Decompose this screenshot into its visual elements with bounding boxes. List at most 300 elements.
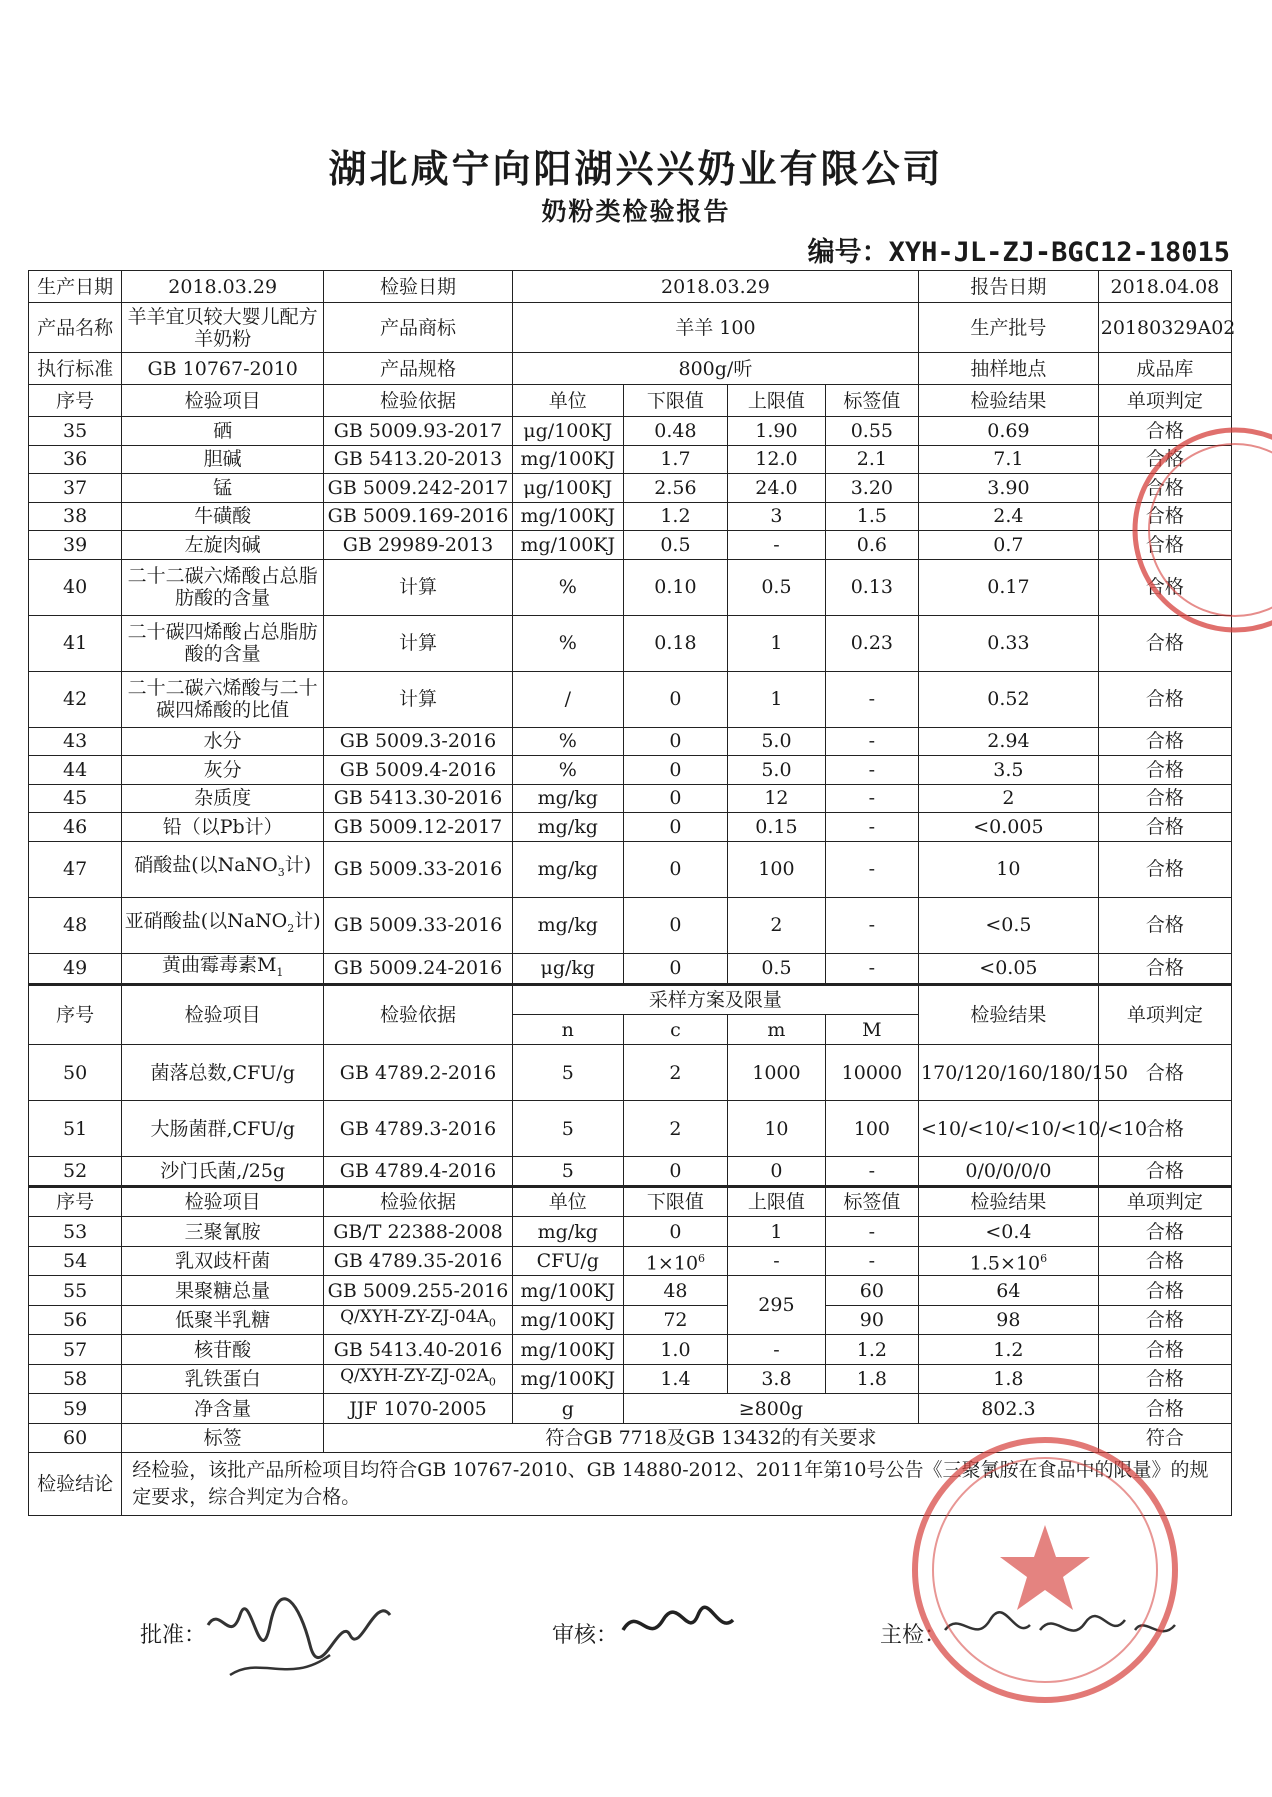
table-cell: 3.20 [825, 474, 918, 503]
conclusion-label: 检验结论 [29, 1453, 122, 1516]
table-row [29, 1045, 1232, 1101]
info-row [29, 271, 1232, 303]
inspection-table [28, 270, 1236, 1516]
table-cell: 牛磺酸 [122, 502, 324, 531]
table-cell: 合格 [1098, 1217, 1231, 1247]
table-cell: 0.13 [825, 559, 918, 615]
table-cell: 0 [623, 953, 727, 985]
table-cell: 果聚糖总量 [122, 1276, 324, 1306]
sample-place: 成品库 [1098, 353, 1231, 385]
table-row [29, 784, 1232, 813]
sample-place-label: 抽样地点 [919, 353, 1099, 385]
table-row [29, 1423, 1232, 1453]
standard-label: 执行标准 [29, 353, 122, 385]
table-cell: 36 [29, 445, 122, 474]
table-cell: GB 5009.3-2016 [324, 727, 513, 756]
table-cell: 1.8 [919, 1364, 1099, 1394]
table-cell: 58 [29, 1364, 122, 1394]
table-cell: 乳双歧杆菌 [122, 1246, 324, 1276]
table-cell: 铅（以Pb计） [122, 813, 324, 842]
table-cell: 黄曲霉毒素$M_1$ [122, 953, 324, 985]
table-cell: - [825, 1246, 918, 1276]
table-cell: 合格 [1098, 531, 1231, 560]
table-cell: 5.0 [728, 727, 826, 756]
column-header: 单位 [512, 385, 623, 417]
table-cell: 0.18 [623, 615, 727, 671]
table-row [29, 1335, 1232, 1365]
table-cell: 5 [512, 1045, 623, 1101]
table-cell: 10000 [825, 1045, 918, 1101]
table-cell: 0.5 [728, 953, 826, 985]
inspector-signatures [940, 1605, 1180, 1650]
table-cell: % [512, 615, 623, 671]
table-cell: g [512, 1394, 623, 1424]
table-cell: 0 [623, 813, 727, 842]
table-cell: mg/100KJ [512, 445, 623, 474]
table-cell: 0 [623, 1217, 727, 1247]
table-cell: 1.2 [919, 1335, 1099, 1365]
table-cell: 符合 [1098, 1423, 1231, 1453]
column-header: 标签值 [825, 385, 918, 417]
table-cell: 三聚氰胺 [122, 1217, 324, 1247]
table-cell: GB 5413.40-2016 [324, 1335, 513, 1365]
column-header: 检验项目 [122, 1187, 324, 1217]
table-row [29, 559, 1232, 615]
table-cell: 硝酸盐(以NaNO$_3$计) [122, 841, 324, 897]
table-cell: $1.5\times 10^6$ [919, 1246, 1099, 1276]
table-cell: 沙门氏菌,/25g [122, 1157, 324, 1187]
table-cell: 合格 [1098, 615, 1231, 671]
table-cell: mg/100KJ [512, 1364, 623, 1394]
table-cell: 24.0 [728, 474, 826, 503]
table-cell: 53 [29, 1217, 122, 1247]
table-cell: 1.8 [825, 1364, 918, 1394]
table-cell: 50 [29, 1045, 122, 1101]
table-row [29, 1246, 1232, 1276]
table-cell: 0.5 [728, 559, 826, 615]
table-cell: 硒 [122, 417, 324, 446]
table-cell: 59 [29, 1394, 122, 1424]
table-cell: 2.4 [919, 502, 1099, 531]
table-cell: 合格 [1098, 1246, 1231, 1276]
table-cell: 0.15 [728, 813, 826, 842]
table-cell: 1 [728, 1217, 826, 1247]
table-cell: 1 [728, 671, 826, 727]
table-cell: 41 [29, 615, 122, 671]
table-cell: 合格 [1098, 1364, 1231, 1394]
table-cell: 合格 [1098, 417, 1231, 446]
table-cell: 5 [512, 1101, 623, 1157]
table-cell: - [825, 813, 918, 842]
table-cell: 计算 [324, 615, 513, 671]
table-cell: 54 [29, 1246, 122, 1276]
table-row [29, 756, 1232, 785]
table-cell: 合格 [1098, 1045, 1231, 1101]
table-cell: GB 5009.33-2016 [324, 897, 513, 953]
table-cell: mg/kg [512, 813, 623, 842]
table-cell: GB 5009.4-2016 [324, 756, 513, 785]
table-row [29, 474, 1232, 503]
table-cell: 0.52 [919, 671, 1099, 727]
table-cell: 符合GB 7718及GB 13432的有关要求 [324, 1423, 1099, 1453]
table-cell: 98 [919, 1305, 1099, 1335]
table-cell: 1.5 [825, 502, 918, 531]
table-cell: - [825, 1157, 918, 1187]
table-cell: - [728, 531, 826, 560]
table-cell: <0.5 [919, 897, 1099, 953]
table-cell: mg/100KJ [512, 1276, 623, 1306]
table-cell: 45 [29, 784, 122, 813]
info-row [29, 303, 1232, 353]
header-row [29, 985, 1232, 1015]
approve-label: 批准： [140, 1623, 207, 1648]
table-cell: 合格 [1098, 671, 1231, 727]
table-cell: 0 [623, 897, 727, 953]
column-header: 序号 [29, 385, 122, 417]
table-cell: 40 [29, 559, 122, 615]
table-cell: mg/100KJ [512, 1305, 623, 1335]
table-cell: 合格 [1098, 474, 1231, 503]
table-cell: 杂质度 [122, 784, 324, 813]
table-cell: 1.2 [825, 1335, 918, 1365]
table-cell: 1000 [728, 1045, 826, 1101]
table-cell: 46 [29, 813, 122, 842]
table-cell: 合格 [1098, 841, 1231, 897]
table-cell: 170/120/160/180/150 [919, 1045, 1099, 1101]
conclusion-text: 经检验，该批产品所检项目均符合GB 10767-2010、GB 14880-2012、2011年第10号公告《三聚氰胺在食品中的限量》的规定要求，综合判定为合格。 [122, 1453, 1232, 1516]
review-label: 审核： [552, 1623, 619, 1648]
table-cell: 39 [29, 531, 122, 560]
table-cell: 802.3 [919, 1394, 1099, 1424]
table-cell: - [825, 1217, 918, 1247]
brand: 羊羊 100 [512, 303, 918, 353]
table-cell: 0.55 [825, 417, 918, 446]
table-row [29, 813, 1232, 842]
table-cell: 合格 [1098, 559, 1231, 615]
table-cell: 55 [29, 1276, 122, 1306]
table-cell: 计算 [324, 559, 513, 615]
table-row [29, 615, 1232, 671]
table-cell: <0.005 [919, 813, 1099, 842]
table-cell: 计算 [324, 671, 513, 727]
table-cell: 10 [919, 841, 1099, 897]
table-cell: 38 [29, 502, 122, 531]
table-cell: 5.0 [728, 756, 826, 785]
table-cell: 2 [728, 897, 826, 953]
table-cell: mg/100KJ [512, 531, 623, 560]
table-cell: 左旋肉碱 [122, 531, 324, 560]
table-row [29, 1217, 1232, 1247]
table-row [29, 727, 1232, 756]
table-cell: 1.90 [728, 417, 826, 446]
table-cell: - [825, 756, 918, 785]
table-cell: 12.0 [728, 445, 826, 474]
table-cell: mg/kg [512, 784, 623, 813]
table-cell: - [825, 897, 918, 953]
table-cell: 合格 [1098, 502, 1231, 531]
prod-date: 2018.03.29 [122, 271, 324, 303]
table-cell: 低聚半乳糖 [122, 1305, 324, 1335]
table-cell: / [512, 671, 623, 727]
table-cell: - [825, 953, 918, 985]
table-cell: 采样方案及限量 [512, 985, 918, 1015]
standard: GB 10767-2010 [122, 353, 324, 385]
table-cell: 核苷酸 [122, 1335, 324, 1365]
table-cell: 0.17 [919, 559, 1099, 615]
report-date-label: 报告日期 [919, 271, 1099, 303]
table-cell: GB 4789.4-2016 [324, 1157, 513, 1187]
table-cell: 60 [825, 1276, 918, 1306]
table-cell: 锰 [122, 474, 324, 503]
table-row [29, 953, 1232, 985]
table-cell: 合格 [1098, 1335, 1231, 1365]
table-cell: 100 [825, 1101, 918, 1157]
table-cell: 7.1 [919, 445, 1099, 474]
table-cell: 亚硝酸盐(以NaNO$_2$计) [122, 897, 324, 953]
table-cell: mg/kg [512, 841, 623, 897]
table-cell: % [512, 727, 623, 756]
table-cell: - [825, 784, 918, 813]
table-cell: 1.4 [623, 1364, 727, 1394]
reviewer-signature [618, 1600, 738, 1650]
table-cell: <0.05 [919, 953, 1099, 985]
column-header: 上限值 [728, 1187, 826, 1217]
column-header: 下限值 [623, 1187, 727, 1217]
header-row [29, 385, 1232, 417]
table-cell: 72 [623, 1305, 727, 1335]
table-cell: 检验项目 [122, 985, 324, 1045]
table-cell: 2.94 [919, 727, 1099, 756]
table-cell: GB 5009.93-2017 [324, 417, 513, 446]
report-date: 2018.04.08 [1098, 271, 1231, 303]
table-cell: 灰分 [122, 756, 324, 785]
table-cell: 48 [623, 1276, 727, 1306]
table-cell: 90 [825, 1305, 918, 1335]
table-cell: 35 [29, 417, 122, 446]
table-cell: - [728, 1246, 826, 1276]
column-header: 序号 [29, 1187, 122, 1217]
brand-label: 产品商标 [324, 303, 513, 353]
table-cell: - [825, 841, 918, 897]
table-cell: mg/kg [512, 897, 623, 953]
table-cell: 合格 [1098, 953, 1231, 985]
table-cell: 1.2 [623, 502, 727, 531]
table-cell: 56 [29, 1305, 122, 1335]
table-cell: 0 [623, 841, 727, 897]
table-cell: $1\times 10^6$ [623, 1246, 727, 1276]
table-cell: 0 [623, 756, 727, 785]
table-cell: n [512, 1015, 623, 1045]
column-header: 检验结果 [919, 1187, 1099, 1217]
table-cell: 100 [728, 841, 826, 897]
table-cell: 2 [919, 784, 1099, 813]
table-cell: μg/100KJ [512, 474, 623, 503]
table-cell: 10 [728, 1101, 826, 1157]
company-name: 湖北咸宁向阳湖兴兴奶业有限公司 [328, 147, 944, 191]
table-cell: 水分 [122, 727, 324, 756]
table-row [29, 417, 1232, 446]
table-cell: 1.0 [623, 1335, 727, 1365]
table-cell: 1.7 [623, 445, 727, 474]
table-cell: $Q/XYH-ZY-ZJ-02A_0$ [324, 1364, 513, 1394]
table-cell: 合格 [1098, 445, 1231, 474]
table-cell: 3 [728, 502, 826, 531]
table-cell: 48 [29, 897, 122, 953]
column-header: 下限值 [623, 385, 727, 417]
table-cell: 3.5 [919, 756, 1099, 785]
table-row [29, 1276, 1232, 1306]
table-cell: GB 5413.30-2016 [324, 784, 513, 813]
column-header: 单项判定 [1098, 385, 1231, 417]
table-cell: μg/kg [512, 953, 623, 985]
table-cell: GB 29989-2013 [324, 531, 513, 560]
table-cell: 43 [29, 727, 122, 756]
table-cell: 0.48 [623, 417, 727, 446]
product-name: 羊羊宜贝较大婴儿配方羊奶粉 [122, 303, 324, 353]
table-cell: 序号 [29, 985, 122, 1045]
table-row [29, 502, 1232, 531]
table-cell: 60 [29, 1423, 122, 1453]
table-cell: 3.90 [919, 474, 1099, 503]
column-header: 检验项目 [122, 385, 324, 417]
table-cell: GB 5009.169-2016 [324, 502, 513, 531]
table-cell: 合格 [1098, 1101, 1231, 1157]
table-cell: 0 [623, 1157, 727, 1187]
report-number-label: 编号： [807, 237, 889, 268]
table-cell: 51 [29, 1101, 122, 1157]
table-cell: 0.7 [919, 531, 1099, 560]
table-cell: % [512, 756, 623, 785]
table-cell: 64 [919, 1276, 1099, 1306]
table-row [29, 1305, 1232, 1335]
table-cell: - [825, 727, 918, 756]
table-cell: 2.56 [623, 474, 727, 503]
table-cell: 合格 [1098, 756, 1231, 785]
table-cell: 0.69 [919, 417, 1099, 446]
test-date: 2018.03.29 [512, 271, 918, 303]
table-cell: $Q/XYH-ZY-ZJ-04A_0$ [324, 1305, 513, 1335]
batch: 20180329A02 [1098, 303, 1231, 353]
column-header: 单位 [512, 1187, 623, 1217]
table-cell: 37 [29, 474, 122, 503]
table-cell: 标签 [122, 1423, 324, 1453]
table-cell: <10/<10/<10/<10/<10 [919, 1101, 1099, 1157]
table-cell: 3.8 [728, 1364, 826, 1394]
table-cell: c [623, 1015, 727, 1045]
table-row [29, 671, 1232, 727]
table-row [29, 1394, 1232, 1424]
table-cell: 乳铁蛋白 [122, 1364, 324, 1394]
table-cell: 47 [29, 841, 122, 897]
table-cell: 1 [728, 615, 826, 671]
table-cell: 0 [623, 784, 727, 813]
table-cell: 单项判定 [1098, 985, 1231, 1045]
table-cell: 49 [29, 953, 122, 985]
table-cell: 合格 [1098, 1305, 1231, 1335]
table-cell: 合格 [1098, 784, 1231, 813]
table-cell: μg/100KJ [512, 417, 623, 446]
table-cell: 净含量 [122, 1394, 324, 1424]
table-cell: 二十二碳六烯酸占总脂肪酸的含量 [122, 559, 324, 615]
table-cell: 0 [728, 1157, 826, 1187]
table-cell: 合格 [1098, 1276, 1231, 1306]
conclusion-row [29, 1453, 1232, 1516]
table-cell: JJF 1070-2005 [324, 1394, 513, 1424]
table-cell: GB 4789.3-2016 [324, 1101, 513, 1157]
batch-label: 生产批号 [919, 303, 1099, 353]
table-cell: 57 [29, 1335, 122, 1365]
table-row [29, 841, 1232, 897]
table-cell: 2 [623, 1101, 727, 1157]
table-cell: GB 4789.2-2016 [324, 1045, 513, 1101]
table-cell: 合格 [1098, 727, 1231, 756]
column-header: 检验依据 [324, 385, 513, 417]
table-cell: mg/kg [512, 1217, 623, 1247]
header-row [29, 1187, 1232, 1217]
spec-label: 产品规格 [324, 353, 513, 385]
table-cell: - [728, 1335, 826, 1365]
table-row [29, 445, 1232, 474]
table-cell: m [728, 1015, 826, 1045]
report-number-value: XYH-JL-ZJ-BGC12-18015 [888, 237, 1230, 268]
product-name-label: 产品名称 [29, 303, 122, 353]
table-cell: % [512, 559, 623, 615]
spec: 800g/听 [512, 353, 918, 385]
table-cell: 0 [623, 671, 727, 727]
table-cell: 菌落总数,CFU/g [122, 1045, 324, 1101]
table-cell: 44 [29, 756, 122, 785]
table-row [29, 1157, 1232, 1187]
table-cell: 合格 [1098, 1394, 1231, 1424]
table-cell: 52 [29, 1157, 122, 1187]
table-cell: 0.6 [825, 531, 918, 560]
table-cell: ≥800g [623, 1394, 918, 1424]
table-cell: 0 [623, 727, 727, 756]
table-cell: - [825, 671, 918, 727]
table-cell: GB 5009.255-2016 [324, 1276, 513, 1306]
table-cell: 42 [29, 671, 122, 727]
table-cell: 5 [512, 1157, 623, 1187]
table-cell: GB/T 22388-2008 [324, 1217, 513, 1247]
table-cell: GB 5009.33-2016 [324, 841, 513, 897]
table-cell: 胆碱 [122, 445, 324, 474]
table-cell: CFU/g [512, 1246, 623, 1276]
column-header: 上限值 [728, 385, 826, 417]
table-cell: 大肠菌群,CFU/g [122, 1101, 324, 1157]
table-row [29, 531, 1232, 560]
inspect-label: 主检： [880, 1623, 947, 1648]
column-header: 检验依据 [324, 1187, 513, 1217]
column-header: 检验结果 [919, 385, 1099, 417]
table-cell: 0.23 [825, 615, 918, 671]
info-row [29, 353, 1232, 385]
column-header: 单项判定 [1098, 1187, 1231, 1217]
table-cell: GB 5413.20-2013 [324, 445, 513, 474]
table-row [29, 1101, 1232, 1157]
table-row [29, 1364, 1232, 1394]
prod-date-label: 生产日期 [29, 271, 122, 303]
table-cell: 合格 [1098, 813, 1231, 842]
table-cell: 合格 [1098, 897, 1231, 953]
table-cell: mg/100KJ [512, 502, 623, 531]
table-cell: M [825, 1015, 918, 1045]
table-row [29, 897, 1232, 953]
report-number [808, 230, 1230, 269]
table-cell: 合格 [1098, 1157, 1231, 1187]
table-cell: 二十二碳六烯酸与二十碳四烯酸的比值 [122, 671, 324, 727]
test-date-label: 检验日期 [324, 271, 513, 303]
table-cell: 0.10 [623, 559, 727, 615]
